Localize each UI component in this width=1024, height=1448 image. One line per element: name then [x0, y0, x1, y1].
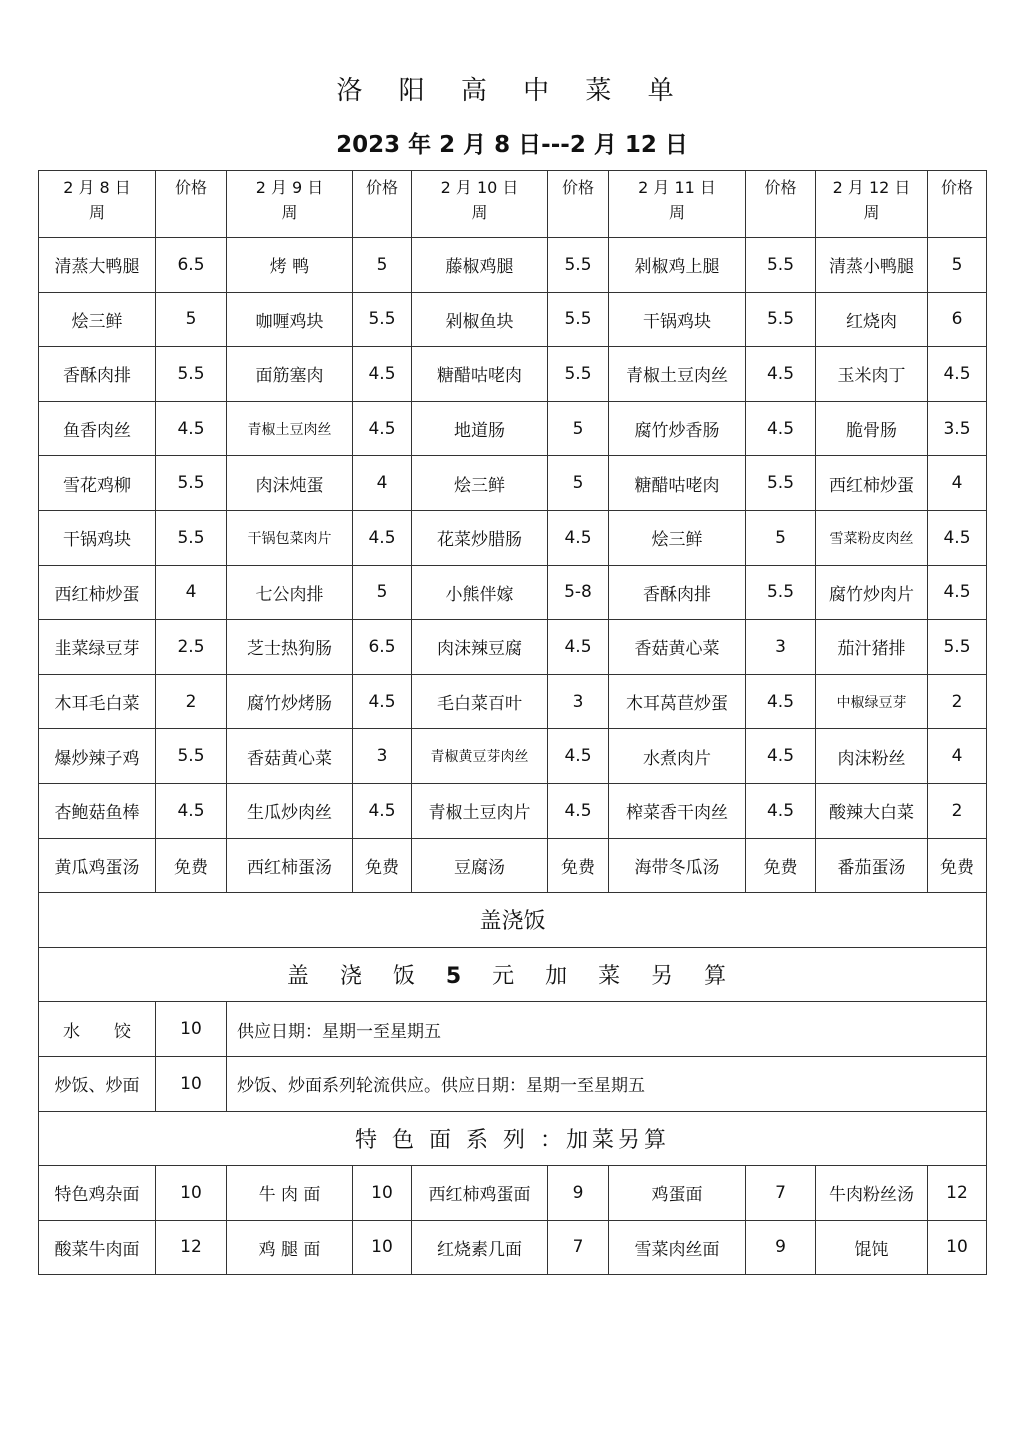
dish-row [39, 783, 987, 838]
dish-row [39, 838, 987, 893]
dish-name: 玉米肉丁 [816, 347, 928, 402]
dish-price: 4.5 [928, 565, 987, 620]
dish-name: 烩三鲜 [412, 456, 548, 511]
dish-price: 3 [353, 729, 412, 784]
week-label: 周 [281, 203, 298, 222]
dish-price: 5.5 [746, 238, 816, 293]
dish-name: 酸辣大白菜 [816, 783, 928, 838]
noodle-price: 10 [928, 1220, 987, 1275]
dish-name: 雪花鸡柳 [39, 456, 156, 511]
dish-name: 烩三鲜 [609, 510, 746, 565]
dish-name: 雪菜粉皮肉丝 [816, 510, 928, 565]
dish-name: 木耳莴苣炒蛋 [609, 674, 746, 729]
dish-price: 2 [928, 674, 987, 729]
dish-name: 青椒黄豆芽肉丝 [412, 729, 548, 784]
dish-name: 水煮肉片 [609, 729, 746, 784]
dish-price: 5.5 [156, 510, 227, 565]
dish-name: 剁椒鸡上腿 [609, 238, 746, 293]
dish-name: 海带冬瓜汤 [609, 838, 746, 893]
dish-price: 4 [928, 729, 987, 784]
dish-price: 免费 [746, 838, 816, 893]
dish-name: 西红柿炒蛋 [816, 456, 928, 511]
dish-price: 4.5 [746, 729, 816, 784]
section-row [39, 1111, 987, 1166]
day-header [39, 171, 156, 238]
dish-name: 藤椒鸡腿 [412, 238, 548, 293]
dish-price: 免费 [353, 838, 412, 893]
dish-price: 6 [928, 292, 987, 347]
dish-price: 5.5 [548, 347, 609, 402]
dish-price: 5.5 [548, 238, 609, 293]
rice-price-line [39, 947, 987, 1002]
week-label: 周 [471, 203, 488, 222]
dish-row [39, 620, 987, 675]
dish-price: 5.5 [156, 347, 227, 402]
dish-name: 糖醋咕咾肉 [412, 347, 548, 402]
dish-price: 4.5 [548, 620, 609, 675]
section-rice-title: 盖浇饭 [39, 893, 987, 948]
dish-row [39, 347, 987, 402]
dish-row [39, 674, 987, 729]
dish-row [39, 456, 987, 511]
dish-name: 爆炒辣子鸡 [39, 729, 156, 784]
rice-line-text: 元 加 菜 另 算 [473, 964, 739, 990]
dish-price: 4.5 [353, 674, 412, 729]
dish-name: 干锅鸡块 [39, 510, 156, 565]
dish-price: 5 [548, 456, 609, 511]
dish-name: 花菜炒腊肠 [412, 510, 548, 565]
dish-price: 5.5 [156, 729, 227, 784]
dish-price: 5 [746, 510, 816, 565]
dish-name: 腐竹炒肉片 [816, 565, 928, 620]
dish-price: 5.5 [746, 456, 816, 511]
dish-row [39, 510, 987, 565]
dish-price: 4.5 [548, 510, 609, 565]
dish-price: 5-8 [548, 565, 609, 620]
dish-name: 生瓜炒肉丝 [227, 783, 353, 838]
dish-name: 咖喱鸡块 [227, 292, 353, 347]
noodle-price: 12 [928, 1166, 987, 1221]
dish-name: 剁椒鱼块 [412, 292, 548, 347]
dish-name: 番茄蛋汤 [816, 838, 928, 893]
day-label: 2 月 10 日 [440, 178, 519, 197]
noodle-price: 9 [548, 1166, 609, 1221]
dish-row [39, 729, 987, 784]
dish-name: 香菇黄心菜 [227, 729, 353, 784]
dish-price: 4.5 [746, 347, 816, 402]
date-range: 2023 年 2 月 8 日---2 月 12 日 [336, 132, 688, 158]
menu-table [38, 170, 987, 1275]
dish-name: 杏鲍菇鱼棒 [39, 783, 156, 838]
day-label: 2 月 8 日 [63, 178, 131, 197]
day-header [609, 171, 746, 238]
dish-name: 西红柿蛋汤 [227, 838, 353, 893]
dish-name: 香菇黄心菜 [609, 620, 746, 675]
price-header: 价格 [353, 171, 412, 238]
dish-price: 5 [156, 292, 227, 347]
dish-name: 清蒸大鸭腿 [39, 238, 156, 293]
week-label: 周 [88, 203, 105, 222]
noodle-name: 雪菜肉丝面 [609, 1220, 746, 1275]
dish-name: 香酥肉排 [609, 565, 746, 620]
dish-price: 4.5 [353, 347, 412, 402]
dish-name: 黄瓜鸡蛋汤 [39, 838, 156, 893]
dish-price: 4.5 [746, 674, 816, 729]
extra-note: 供应日期：星期一至星期五 [227, 1002, 987, 1057]
dish-name: 木耳毛白菜 [39, 674, 156, 729]
dish-price: 5 [353, 565, 412, 620]
noodle-name: 西红柿鸡蛋面 [412, 1166, 548, 1221]
dish-price: 3.5 [928, 401, 987, 456]
dish-name: 地道肠 [412, 401, 548, 456]
dish-name: 肉沫粉丝 [816, 729, 928, 784]
section-noodle-title: 特 色 面 系 列 ：加菜另算 [39, 1111, 987, 1166]
day-label: 2 月 11 日 [638, 178, 716, 197]
dish-price: 6.5 [353, 620, 412, 675]
dish-price: 4.5 [353, 783, 412, 838]
dish-name: 榨菜香干肉丝 [609, 783, 746, 838]
dish-name: 七公肉排 [227, 565, 353, 620]
dish-price: 4.5 [353, 401, 412, 456]
week-label: 周 [863, 203, 880, 222]
dish-price: 6.5 [156, 238, 227, 293]
noodle-name: 牛 肉 面 [227, 1166, 353, 1221]
dish-price: 4 [353, 456, 412, 511]
dish-name: 面筋塞肉 [227, 347, 353, 402]
rice-line-text: 盖 浇 饭 [286, 964, 446, 990]
day-label: 2 月 9 日 [255, 178, 324, 197]
day-label: 2 月 12 日 [832, 178, 911, 197]
price-header: 价格 [156, 171, 227, 238]
dish-price: 4.5 [353, 510, 412, 565]
noodle-name: 酸菜牛肉面 [39, 1220, 156, 1275]
dish-name: 小熊伴嫁 [412, 565, 548, 620]
day-header [412, 171, 548, 238]
dish-price: 5 [548, 401, 609, 456]
week-label: 周 [668, 203, 685, 222]
dish-price: 4.5 [746, 783, 816, 838]
section-row [39, 947, 987, 1002]
dish-name: 青椒土豆肉片 [412, 783, 548, 838]
noodle-price: 9 [746, 1220, 816, 1275]
dish-row [39, 238, 987, 293]
dish-name: 豆腐汤 [412, 838, 548, 893]
extra-row [39, 1002, 987, 1057]
noodle-price: 10 [353, 1166, 412, 1221]
dish-name: 肉沫炖蛋 [227, 456, 353, 511]
dish-price: 免费 [928, 838, 987, 893]
dish-name: 青椒土豆肉丝 [609, 347, 746, 402]
dish-name: 芝士热狗肠 [227, 620, 353, 675]
noodle-price: 10 [353, 1220, 412, 1275]
dish-price: 5.5 [928, 620, 987, 675]
dish-name: 糖醋咕咾肉 [609, 456, 746, 511]
noodle-price: 12 [156, 1220, 227, 1275]
header-row [39, 171, 987, 238]
day-header [227, 171, 353, 238]
dish-price: 4.5 [156, 401, 227, 456]
noodle-name: 红烧素几面 [412, 1220, 548, 1275]
dish-name: 清蒸小鸭腿 [816, 238, 928, 293]
dish-row [39, 565, 987, 620]
dish-price: 3 [548, 674, 609, 729]
dish-name: 干锅包菜肉片 [227, 510, 353, 565]
dish-name: 腐竹炒香肠 [609, 401, 746, 456]
menu-title: 洛 阳 高 中 菜 单 [336, 76, 688, 106]
dish-name: 青椒土豆肉丝 [227, 401, 353, 456]
extra-note: 炒饭、炒面系列轮流供应。供应日期：星期一至星期五 [227, 1056, 987, 1111]
dish-name: 烤 鸭 [227, 238, 353, 293]
extra-price: 10 [156, 1002, 227, 1057]
dish-price: 免费 [548, 838, 609, 893]
price-header: 价格 [746, 171, 816, 238]
dish-price: 2 [928, 783, 987, 838]
noodle-name: 馄饨 [816, 1220, 928, 1275]
dish-price: 4.5 [928, 347, 987, 402]
dish-name: 肉沫辣豆腐 [412, 620, 548, 675]
dish-name: 腐竹炒烤肠 [227, 674, 353, 729]
dish-price: 5.5 [353, 292, 412, 347]
dish-price: 4.5 [928, 510, 987, 565]
dish-price: 4 [156, 565, 227, 620]
dish-price: 4.5 [548, 783, 609, 838]
noodle-name: 特色鸡杂面 [39, 1166, 156, 1221]
noodle-price: 7 [746, 1166, 816, 1221]
dish-price: 5.5 [746, 292, 816, 347]
dish-price: 4 [928, 456, 987, 511]
dish-name: 干锅鸡块 [609, 292, 746, 347]
section-row [39, 893, 987, 948]
dish-name: 烩三鲜 [39, 292, 156, 347]
dish-price: 2.5 [156, 620, 227, 675]
noodle-price: 10 [156, 1166, 227, 1221]
dish-name: 中椒绿豆芽 [816, 674, 928, 729]
dish-name: 茄汁猪排 [816, 620, 928, 675]
price-header: 价格 [928, 171, 987, 238]
dish-name: 红烧肉 [816, 292, 928, 347]
dish-price: 3 [746, 620, 816, 675]
dish-price: 5 [928, 238, 987, 293]
dish-name: 脆骨肠 [816, 401, 928, 456]
noodle-name: 鸡蛋面 [609, 1166, 746, 1221]
dish-name: 韭菜绿豆芽 [39, 620, 156, 675]
dish-price: 5.5 [156, 456, 227, 511]
rice-line-number: 5 [445, 964, 474, 990]
day-header [816, 171, 928, 238]
dish-price: 5 [353, 238, 412, 293]
dish-price: 4.5 [156, 783, 227, 838]
dish-row [39, 401, 987, 456]
extra-name: 水 饺 [39, 1002, 156, 1057]
dish-name: 西红柿炒蛋 [39, 565, 156, 620]
dish-name: 鱼香肉丝 [39, 401, 156, 456]
dish-name: 香酥肉排 [39, 347, 156, 402]
noodle-row [39, 1166, 987, 1221]
extra-price: 10 [156, 1056, 227, 1111]
extra-row [39, 1056, 987, 1111]
extra-name: 炒饭、炒面 [39, 1056, 156, 1111]
dish-name: 毛白菜百叶 [412, 674, 548, 729]
noodle-price: 7 [548, 1220, 609, 1275]
dish-price: 4.5 [746, 401, 816, 456]
price-header: 价格 [548, 171, 609, 238]
dish-price: 5.5 [548, 292, 609, 347]
noodle-name: 鸡 腿 面 [227, 1220, 353, 1275]
dish-price: 4.5 [548, 729, 609, 784]
dish-price: 免费 [156, 838, 227, 893]
dish-price: 5.5 [746, 565, 816, 620]
dish-price: 2 [156, 674, 227, 729]
dish-row [39, 292, 987, 347]
noodle-row [39, 1220, 987, 1275]
noodle-name: 牛肉粉丝汤 [816, 1166, 928, 1221]
